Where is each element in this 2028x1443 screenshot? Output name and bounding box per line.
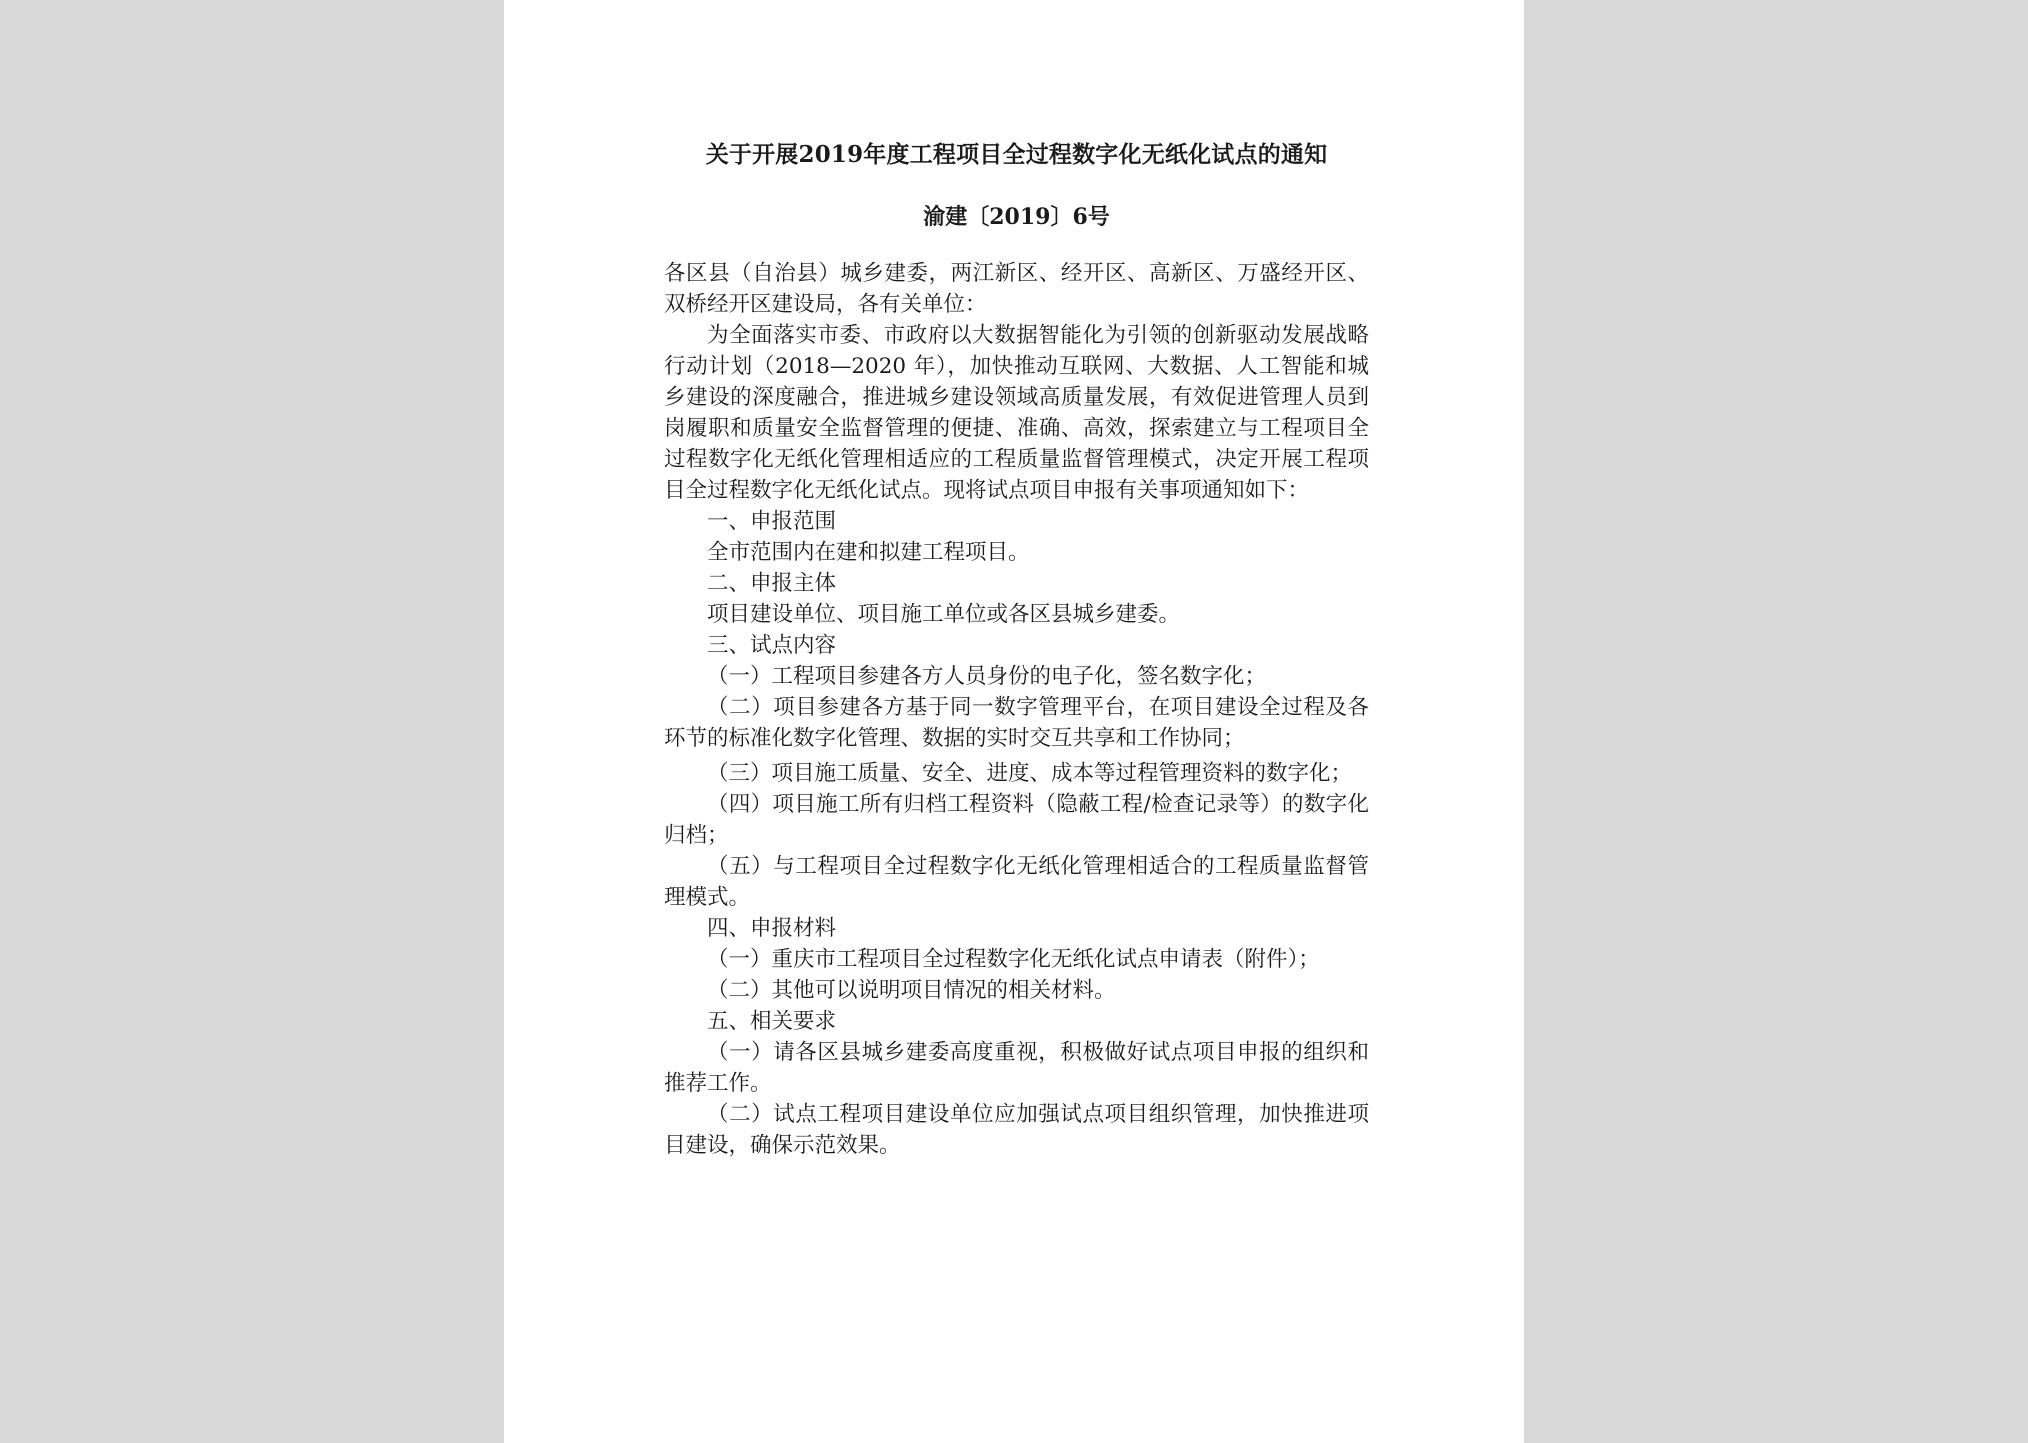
document-body	[664, 258, 1369, 1161]
list-item: （一）重庆市工程项目全过程数字化无纸化试点申请表（附件）；	[707, 947, 1320, 972]
list-item: （二）试点工程项目建设单位应加强试点项目组织管理，加快推进项目建设，确保示范效果。	[664, 1102, 1369, 1158]
section-heading-scope: 一、申报范围	[707, 509, 837, 534]
list-item: （二）项目参建各方基于同一数字管理平台，在项目建设全过程及各环节的标准化数字化管理、数据的实时交互共享和工作协同；	[664, 695, 1369, 751]
list-item: （五）与工程项目全过程数字化无纸化管理相适合的工程质量监督管理模式。	[664, 854, 1369, 910]
document-page	[504, 0, 1524, 1443]
paragraph-subject: 项目建设单位、项目施工单位或各区县城乡建委。	[707, 602, 1181, 627]
paragraph-scope: 全市范围内在建和拟建工程项目。	[707, 540, 1030, 565]
section-heading-subject: 二、申报主体	[707, 571, 837, 596]
document-content	[664, 140, 1369, 1161]
list-item: （一）请各区县城乡建委高度重视，积极做好试点项目申报的组织和推荐工作。	[664, 1040, 1369, 1096]
section-heading-requirements: 五、相关要求	[707, 1009, 837, 1034]
paragraph-salutation: 各区县（自治县）城乡建委，两江新区、经开区、高新区、万盛经开区、双桥经开区建设局，各有关单位：	[664, 261, 1369, 317]
section-heading-materials: 四、申报材料	[707, 916, 837, 941]
list-item: （三）项目施工质量、安全、进度、成本等过程管理资料的数字化；	[707, 761, 1353, 786]
section-heading-content: 三、试点内容	[707, 633, 837, 658]
document-title: 关于开展2019年度工程项目全过程数字化无纸化试点的通知	[705, 141, 1328, 168]
list-item: （四）项目施工所有归档工程资料（隐蔽工程/检查记录等）的数字化归档；	[664, 792, 1369, 848]
list-item: （一）工程项目参建各方人员身份的电子化，签名数字化；	[707, 664, 1267, 689]
list-item: （二）其他可以说明项目情况的相关材料。	[707, 978, 1116, 1003]
paragraph-intro: 为全面落实市委、市政府以大数据智能化为引领的创新驱动发展战略行动计划（2018—2020 年），加快推动互联网、大数据、人工智能和城乡建设的深度融合，推进城乡建设领域高质量发展，有效促进管理人员到岗履职和质量安全监督管理的便捷、准确、高效，探索建立与工程项目全过程数字化无纸化管理相适应的工程质量监督管理模式，决定开展工程项目全过程数字化无纸化试点。现将试点项目申报有关事项通知如下：	[664, 323, 1369, 503]
document-number: 渝建〔2019〕6号	[923, 204, 1110, 230]
